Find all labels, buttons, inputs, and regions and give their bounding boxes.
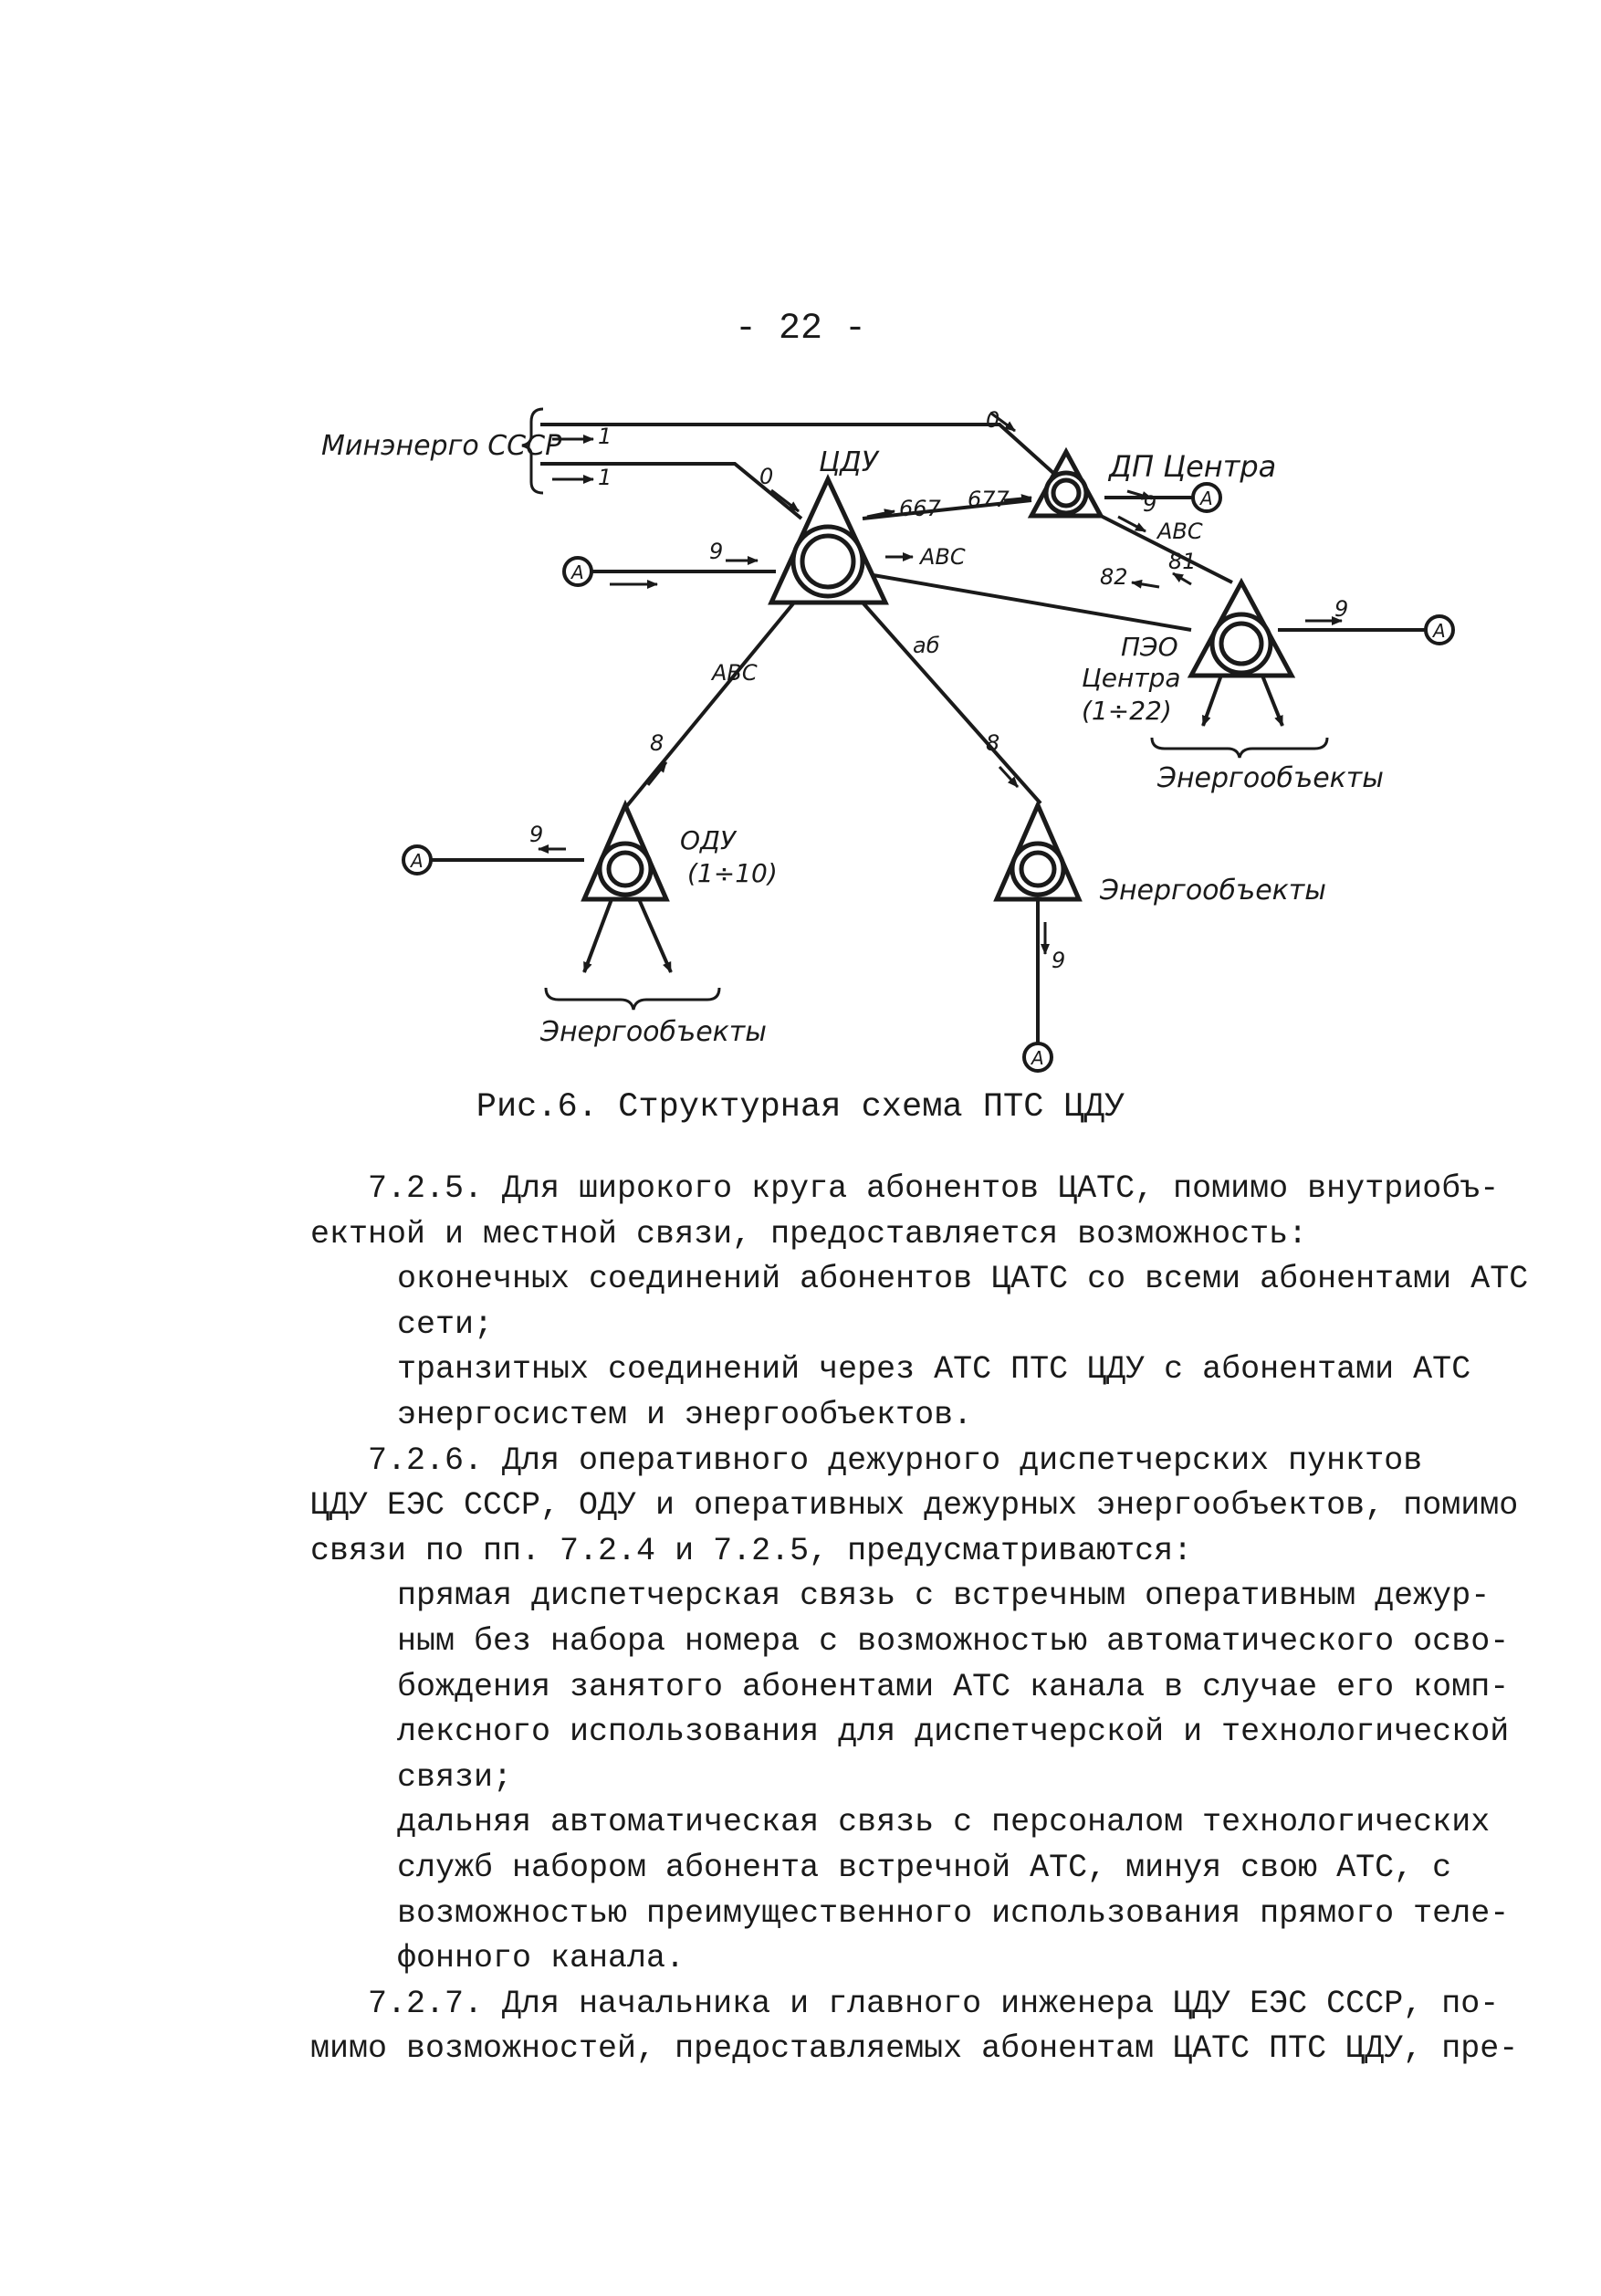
svg-text:9: 9 xyxy=(529,822,544,847)
label-peo-2: Центра xyxy=(1082,663,1181,693)
svg-text:9: 9 xyxy=(1143,491,1157,517)
svg-text:1: 1 xyxy=(598,424,612,449)
label-odu-2: (1÷10) xyxy=(687,858,778,888)
text-line: энергосистем и энергообъектов. xyxy=(397,1396,973,1433)
text-line: 7.2.5. Для широкого круга абонентов ЦАТС, помимо внутриобъ- xyxy=(310,1170,1500,1207)
text-line: связи по пп. 7.2.4 и 7.2.5, предусматриваются: xyxy=(310,1532,1193,1569)
svg-text:0: 0 xyxy=(759,464,774,489)
svg-text:A: A xyxy=(571,561,584,583)
svg-text:аб: аб xyxy=(913,633,940,658)
svg-text:АВС: АВС xyxy=(920,544,966,570)
svg-text:0: 0 xyxy=(986,407,1000,433)
label-peo-3: (1÷22) xyxy=(1082,696,1172,726)
body-text xyxy=(310,1167,1529,2072)
svg-text:АВС: АВС xyxy=(712,660,758,686)
svg-text:677: 677 xyxy=(968,487,1010,512)
text-line: связи; xyxy=(397,1758,513,1796)
svg-text:АВС: АВС xyxy=(1157,519,1203,544)
structure-diagram xyxy=(0,0,1601,1096)
svg-text:A: A xyxy=(411,850,424,872)
svg-text:1: 1 xyxy=(598,465,612,490)
text-line: возможностью преимущественного использования прямого теле- xyxy=(397,1894,1510,1932)
subscriber-a-cdu xyxy=(564,558,591,585)
subscriber-a-dp xyxy=(1193,484,1220,511)
text-line: оконечных соединений абонентов ЦАТС со всеми абонентами АТС xyxy=(397,1261,1529,1298)
svg-text:82: 82 xyxy=(1100,564,1128,590)
svg-text:A: A xyxy=(1200,488,1213,509)
svg-text:9: 9 xyxy=(709,539,724,564)
svg-text:667: 667 xyxy=(899,496,941,521)
svg-text:81: 81 xyxy=(1168,549,1197,574)
label-energo-right: Энергообъекты xyxy=(1157,762,1384,794)
svg-text:9: 9 xyxy=(1052,948,1066,973)
text-line: служб набором абонента встречной АТС, минуя свою АТС, с xyxy=(397,1849,1452,1886)
text-line: 7.2.7. Для начальника и главного инженера ЦДУ ЕЭС СССР, по- xyxy=(310,1985,1500,2022)
node-energo-mid xyxy=(997,805,1079,899)
svg-text:8: 8 xyxy=(650,730,664,756)
text-line: ЦДУ ЕЭС СССР, ОДУ и оперативных дежурных энергообъектов, помимо xyxy=(310,1487,1519,1525)
label-odu-1: ОДУ xyxy=(680,825,736,855)
svg-text:8: 8 xyxy=(986,730,1000,756)
text-line: мимо возможностей, предоставляемых абонентам ЦАТС ПТС ЦДУ, пре- xyxy=(310,2030,1519,2068)
subscriber-a-mid xyxy=(1024,1043,1052,1071)
text-line: ектной и местной связи, предоставляется возможность: xyxy=(310,1215,1308,1253)
text-line: сети; xyxy=(397,1305,494,1343)
text-line: фонного канала. xyxy=(397,1940,685,1977)
page-number: - 22 - xyxy=(734,309,867,350)
link-cdu-peo xyxy=(863,573,1191,630)
link-cdu-energo xyxy=(863,603,1041,803)
link-cdu-odu xyxy=(625,603,794,808)
svg-text:A: A xyxy=(1031,1047,1044,1069)
link-minenergo-dp xyxy=(540,425,1063,482)
label-cdu: ЦДУ xyxy=(819,446,879,478)
text-line: лексного использования для диспетчерской и технологической xyxy=(397,1714,1510,1751)
node-peo xyxy=(1191,582,1292,676)
text-line: 7.2.6. Для оперативного дежурного диспетчерских пунктов xyxy=(310,1442,1423,1479)
svg-text:A: A xyxy=(1433,620,1446,642)
label-energo-mid: Энергообъекты xyxy=(1100,875,1326,907)
text-line: транзитных соединений через АТС ПТС ЦДУ с абонентами АТС xyxy=(397,1351,1471,1389)
subscriber-a-odu xyxy=(403,846,431,874)
figure-caption: Рис.6. Структурная схема ПТС ЦДУ xyxy=(476,1088,1125,1127)
text-line: прямая диспетчерская связь с встречным оперативным дежур- xyxy=(397,1578,1491,1615)
text-line: ным без набора номера с возможностью автоматического осво- xyxy=(397,1622,1510,1660)
node-odu xyxy=(584,805,666,899)
svg-text:9: 9 xyxy=(1334,596,1349,622)
label-minenergo: Минэнерго СССР xyxy=(321,430,562,462)
node-cdu xyxy=(771,479,885,603)
label-peo-1: ПЭО xyxy=(1121,632,1178,662)
text-line: бождения занятого абонентами АТС канала в случае его комп- xyxy=(397,1668,1510,1705)
label-energo-left: Энергообъекты xyxy=(540,1016,767,1048)
text-line: дальняя автоматическая связь с персоналом технологических xyxy=(397,1804,1491,1841)
subscriber-a-peo xyxy=(1426,616,1453,644)
label-dp: ДП Центра xyxy=(1109,449,1277,484)
